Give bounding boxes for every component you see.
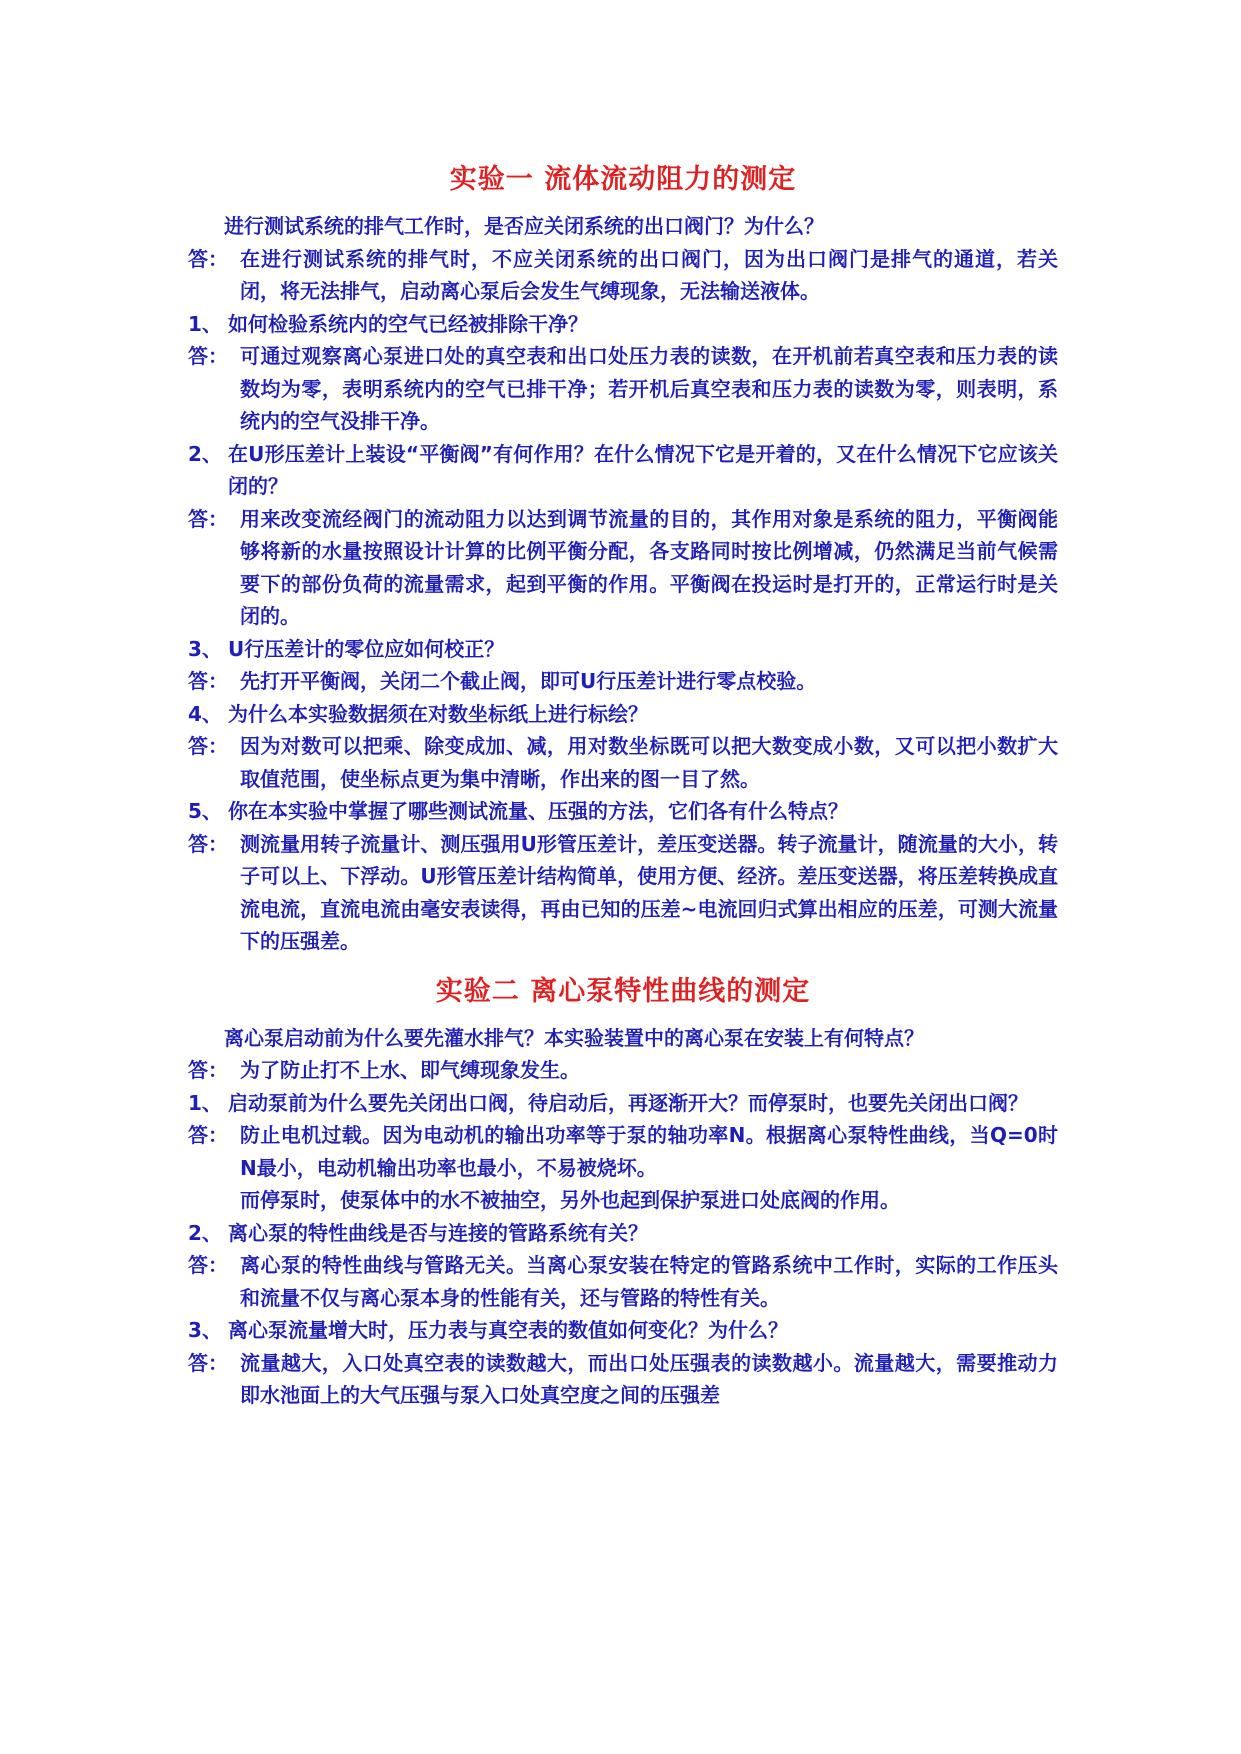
question-number: 2、	[188, 1220, 222, 1245]
answer-item	[188, 1347, 1058, 1412]
intro-answer	[188, 1054, 1058, 1087]
answer-label: 答：	[188, 669, 228, 693]
answer-text: 先打开平衡阀，关闭二个截止阀，即可U行压差计进行零点校验。	[240, 669, 817, 693]
answer-label: 答：	[188, 344, 228, 368]
intro-question: 进行测试系统的排气工作时，是否应关闭系统的出口阀门？为什么？	[224, 214, 824, 238]
document-body	[188, 150, 1058, 1412]
question-item	[188, 308, 1058, 341]
answer-label: 答：	[188, 1058, 228, 1082]
answer-label: 答：	[188, 734, 228, 758]
intro-question: 离心泵启动前为什么要先灌水排气？本实验装置中的离心泵在安装上有何特点？	[224, 1025, 924, 1050]
answer-label: 答：	[188, 1253, 228, 1277]
answer-item	[188, 730, 1058, 795]
question-number: 5、	[188, 799, 222, 823]
answer-label: 答：	[188, 1350, 228, 1375]
question-text: 启动泵前为什么要先关闭出口阀，待启动后，再逐渐开大？而停泵时，也要先关闭出口阀？	[228, 1090, 1028, 1115]
question-text: 为什么本实验数据须在对数坐标纸上进行标绘？	[228, 701, 648, 726]
answer-text: 为了防止打不上水、即气缚现象发生。	[240, 1058, 580, 1082]
question-text: 在U形压差计上装设“平衡阀”有何作用？在什么情况下它是开着的，又在什么情况下它应该关闭的？	[228, 441, 1058, 498]
question-text: 离心泵的特性曲线是否与连接的管路系统有关？	[228, 1220, 648, 1245]
question-item	[188, 633, 1058, 666]
answer-text: 可通过观察离心泵进口处的真空表和出口处压力表的读数，在开机前若真空表和压力表的读数均为零，表明系统内的空气已排干净；若开机后真空表和压力表的读数为零，则表明，系统内的空气没排干净。	[240, 344, 1058, 433]
question-item	[188, 1087, 1058, 1120]
question-number: 1、	[188, 1090, 222, 1115]
section-title: 实验二 离心泵特性曲线的测定	[435, 975, 811, 1007]
answer-item	[188, 503, 1058, 633]
question-number: 2、	[188, 441, 222, 466]
question-number: 3、	[188, 1318, 222, 1342]
answer-label: 答：	[188, 831, 228, 856]
question-number: 3、	[188, 636, 222, 661]
question-number: 4、	[188, 701, 222, 726]
question-text: 如何检验系统内的空气已经被排除干净？	[228, 311, 588, 336]
answer-label: 答：	[188, 246, 228, 271]
question-text: 你在本实验中掌握了哪些测试流量、压强的方法，它们各有什么特点？	[228, 799, 848, 823]
answer-item	[188, 665, 1058, 698]
answer-text: 防止电机过载。因为电动机的输出功率等于泵的轴功率N。根据离心泵特性曲线，当Q=0时N最小，电动机输出功率也最小，不易被烧坏。	[240, 1123, 1058, 1180]
question-text: U行压差计的零位应如何校正？	[228, 636, 505, 661]
question-text: 离心泵流量增大时，压力表与真空表的数值如何变化？为什么？	[228, 1318, 788, 1342]
answer-label: 答：	[188, 1123, 228, 1147]
answer-item	[188, 1119, 1058, 1184]
question-item	[188, 438, 1058, 503]
question-item	[188, 698, 1058, 731]
answer-item	[188, 828, 1058, 958]
answer-text: 测流量用转子流量计、测压强用U形管压差计，差压变送器。转子流量计，随流量的大小，转子可以上、下浮动。U形管压差计结构简单，使用方便、经济。差压变送器，将压差转换成直流电流，直流电流由毫安表读得，再由已知的压差~电流回归式算出相应的压差，可测大流量下的压强差。	[240, 831, 1058, 953]
answer-item	[188, 340, 1058, 438]
question-number: 1、	[188, 311, 222, 336]
answer-text: 离心泵的特性曲线与管路无关。当离心泵安装在特定的管路系统中工作时，实际的工作压头和流量不仅与离心泵本身的性能有关，还与管路的特性有关。	[240, 1253, 1058, 1310]
section-title: 实验一 流体流动阻力的测定	[449, 164, 797, 195]
answer-continuation: 而停泵时，使泵体中的水不被抽空，另外也起到保护泵进口处底阀的作用。	[240, 1188, 900, 1212]
question-item	[188, 1314, 1058, 1347]
answer-text: 因为对数可以把乘、除变成加、减，用对数坐标既可以把大数变成小数，又可以把小数扩大取值范围，使坐标点更为集中清晰，作出来的图一目了然。	[240, 734, 1058, 791]
question-item	[188, 795, 1058, 828]
intro-answer	[188, 243, 1058, 308]
answer-label: 答：	[188, 506, 228, 531]
answer-text: 用来改变流经阀门的流动阻力以达到调节流量的目的，其作用对象是系统的阻力，平衡阀能够将新的水量按照设计计算的比例平衡分配，各支路同时按比例增减，仍然满足当前气候需要下的部份负荷的流量需求，起到平衡的作用。平衡阀在投运时是打开的，正常运行时是关闭的。	[240, 506, 1058, 628]
answer-text: 在进行测试系统的排气时，不应关闭系统的出口阀门，因为出口阀门是排气的通道，若关闭，将无法排气，启动离心泵后会发生气缚现象，无法输送液体。	[240, 246, 1058, 303]
answer-text: 流量越大，入口处真空表的读数越大，而出口处压强表的读数越小。流量越大，需要推动力即水池面上的大气压强与泵入口处真空度之间的压强差	[240, 1350, 1058, 1407]
answer-item	[188, 1249, 1058, 1314]
question-item	[188, 1217, 1058, 1250]
